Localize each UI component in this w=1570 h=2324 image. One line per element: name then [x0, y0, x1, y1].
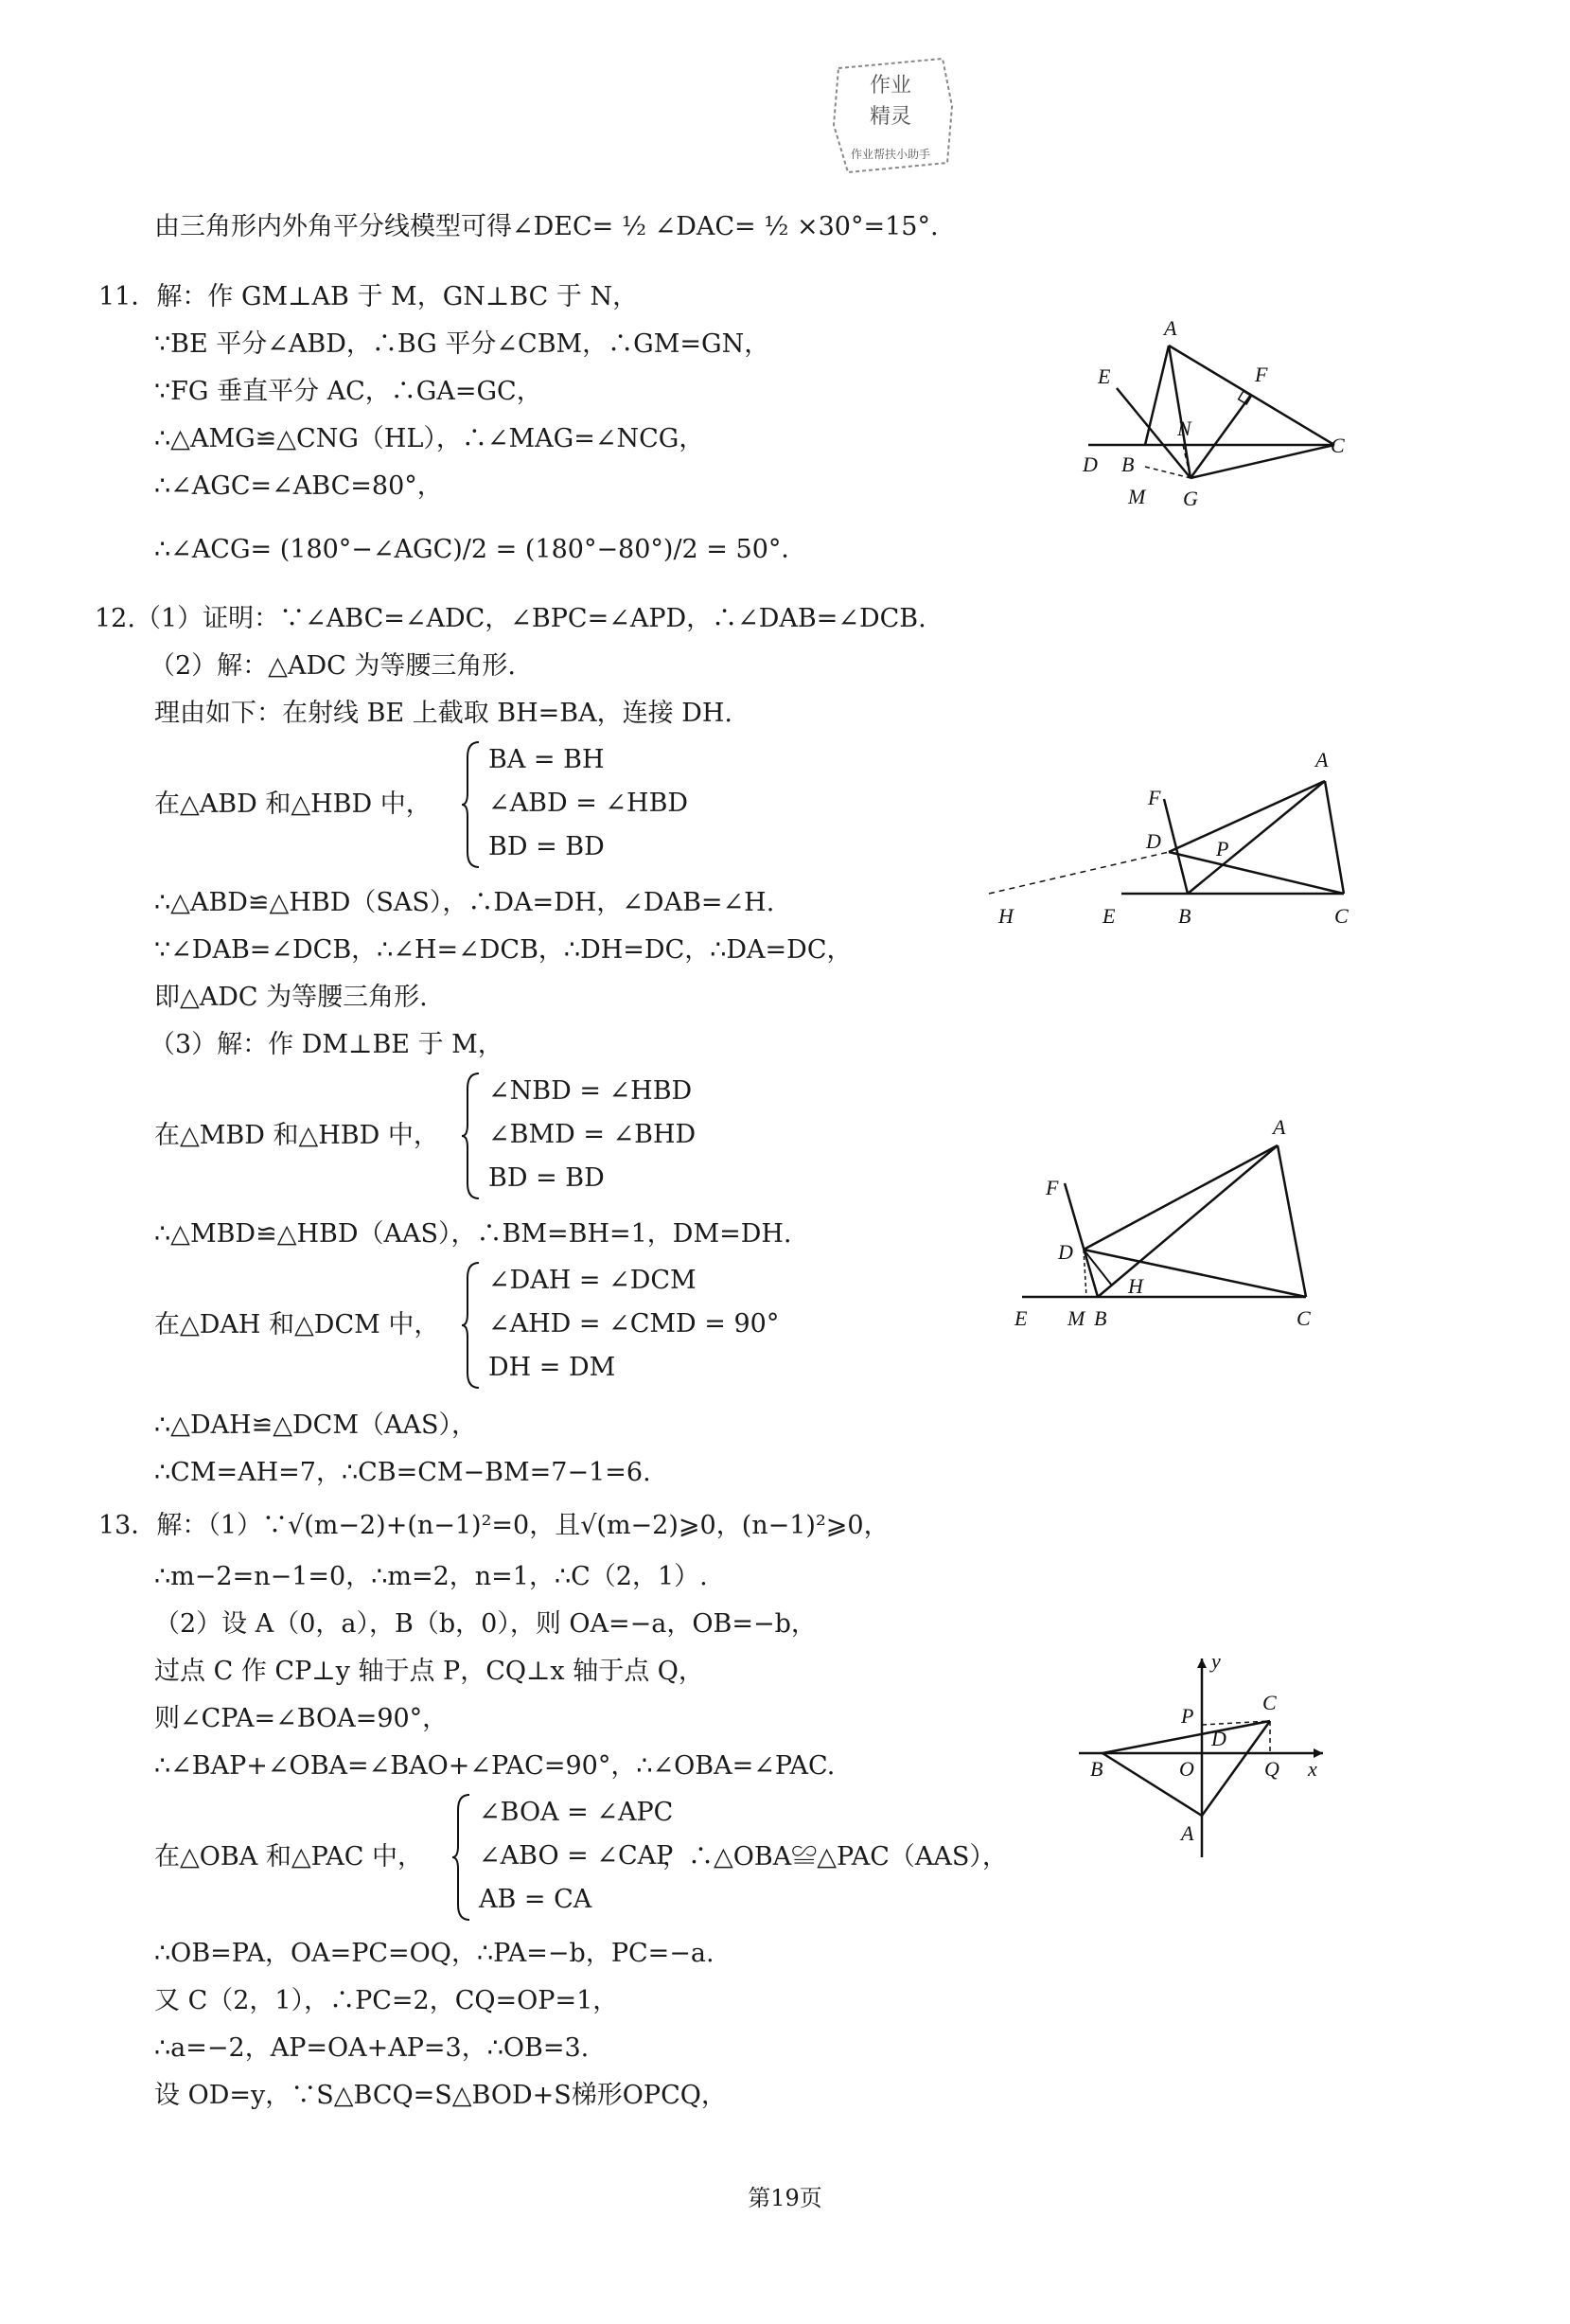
label-B: B [1178, 904, 1191, 928]
label-C: C [1297, 1306, 1311, 1330]
label-D: D [1083, 452, 1098, 476]
text-line: ∴OB=PA，OA=PC=OQ，∴PA=−b，PC=−a. [154, 1939, 714, 1968]
logo-stamp [820, 49, 961, 191]
system-line: ∠AHD = ∠CMD = 90° [488, 1309, 780, 1339]
label-E: E [1098, 364, 1111, 388]
label-M: M [1128, 485, 1146, 508]
system-line: BD = BD [488, 1163, 605, 1193]
label-x: x [1308, 1757, 1317, 1781]
page-number: 第19页 [748, 2185, 822, 2211]
label-D: D [1058, 1240, 1073, 1264]
equation-system-2 [460, 1070, 725, 1202]
text-line: （3）解：作 DM⊥BE 于 M， [150, 1030, 503, 1059]
text-line: （2）设 A（0，a），B（b，0），则 OA=−a，OB=−b， [154, 1609, 817, 1639]
label-O: O [1179, 1757, 1194, 1781]
label-N: N [1177, 417, 1191, 440]
text-line: ∴a=−2，AP=OA+AP=3，∴OB=3. [154, 2033, 590, 2063]
label-A: A [1164, 316, 1177, 340]
text-line: ∵FG 垂直平分 AC，∴GA=GC， [154, 377, 542, 406]
label-H: H [998, 904, 1014, 928]
system-line: ∠DAH = ∠DCM [488, 1266, 697, 1295]
system-line: DH = DM [488, 1353, 616, 1382]
system-line: ∠NBD = ∠HBD [488, 1076, 693, 1106]
text-line: ∴△AMG≌△CNG（HL），∴∠MAG=∠NCG， [154, 424, 705, 453]
label-A: A [1315, 748, 1329, 772]
label-B: B [1094, 1306, 1107, 1330]
label-P: P [1181, 1704, 1194, 1728]
figure-problem-13 [1069, 1647, 1344, 1865]
label-D: D [1211, 1727, 1226, 1750]
text-line: 在△ABD 和△HBD 中， [154, 789, 432, 819]
text-line: 在△DAH 和△DCM 中， [154, 1310, 440, 1339]
equation-system-3 [460, 1259, 780, 1392]
logo-text-3: 作业帮扶小助手 [850, 148, 931, 161]
figure-problem-12-3 [1003, 1108, 1334, 1335]
label-D: D [1146, 829, 1161, 853]
label-E: E [1014, 1306, 1028, 1330]
system-line: BD = BD [488, 832, 605, 861]
text-line: 则∠CPA=∠BOA=90°， [154, 1704, 449, 1733]
text-line: ∴∠ACG= (180°−∠AGC)/2 = (180°−80°)/2 = 50°． [154, 535, 807, 564]
text-line: ∴△MBD≌△HBD（AAS），∴BM=BH=1，DM=DH. [154, 1219, 792, 1249]
text-line: ，∴△OBA≌△PAC（AAS）， [662, 1842, 1008, 1872]
text-line: ∴∠BAP+∠OBA=∠BAO+∠PAC=90°，∴∠OBA=∠PAC. [154, 1751, 836, 1781]
text-line: 在△MBD 和△HBD 中， [154, 1121, 439, 1150]
label-B: B [1121, 452, 1135, 476]
system-line: BA = BH [488, 745, 605, 774]
system-line: ∠BMD = ∠BHD [488, 1120, 697, 1149]
figure-problem-12-2 [979, 738, 1377, 928]
label-P: P [1216, 837, 1229, 860]
label-A: A [1181, 1821, 1194, 1845]
problem-12-heading: 12.（1）证明：∵∠ABC=∠ADC，∠BPC=∠APD，∴∠DAB=∠DCB. [95, 604, 926, 633]
text-line: ∵∠DAB=∠DCB，∴∠H=∠DCB，∴DH=DC，∴DA=DC， [154, 935, 853, 965]
label-Q: Q [1264, 1757, 1279, 1781]
text-line: 即△ADC 为等腰三角形. [154, 983, 428, 1012]
text-line: 过点 C 作 CP⊥y 轴于点 P，CQ⊥x 轴于点 Q， [154, 1657, 704, 1686]
text-line: ∴△ABD≌△HBD（SAS），∴DA=DH，∠DAB=∠H. [154, 888, 775, 917]
label-F: F [1255, 363, 1268, 386]
problem-11-heading: 11．解：作 GM⊥AB 于 M，GN⊥BC 于 N， [98, 282, 639, 311]
label-M: M [1067, 1306, 1085, 1330]
label-C: C [1262, 1691, 1277, 1714]
label-C: C [1331, 434, 1345, 457]
system-line: AB = CA [479, 1885, 592, 1914]
logo-text-1: 作业 [869, 74, 912, 98]
text-line: 理由如下：在射线 BE 上截取 BH=BA，连接 DH. [154, 699, 733, 728]
problem-13-heading: 13．解：（1）∵√(m−2)+(n−1)²=0，且√(m−2)⩾0，(n−1)²⩾0， [98, 1511, 890, 1540]
label-y: y [1211, 1649, 1221, 1673]
label-B: B [1090, 1757, 1103, 1781]
text-line: 又 C（2，1），∴PC=2，CQ=OP=1， [154, 1986, 619, 2015]
label-C: C [1334, 904, 1349, 928]
text-line: ∴△DAH≌△DCM（AAS）， [154, 1410, 477, 1440]
text-line: ∵BE 平分∠ABD，∴BG 平分∠CBM，∴GM=GN， [154, 329, 770, 359]
label-G: G [1183, 487, 1198, 510]
system-line: ∠BOA = ∠APC [479, 1798, 674, 1827]
label-F: F [1148, 786, 1161, 809]
label-F: F [1046, 1176, 1059, 1199]
equation-system-1 [460, 738, 706, 871]
text-line: ∴∠AGC=∠ABC=80°， [154, 471, 443, 501]
equation-system-4 [450, 1791, 674, 1924]
text-line: 设 OD=y，∵S△BCQ=S△BOD+S梯形OPCQ， [154, 2081, 727, 2110]
system-line: ∠ABD = ∠HBD [488, 789, 689, 818]
system-line: ∠ABO = ∠CAP [479, 1841, 674, 1871]
figure-problem-11 [1079, 312, 1363, 521]
text-line: ∴CM=AH=7，∴CB=CM−BM=7−1=6. [154, 1458, 651, 1487]
logo-text-2: 精灵 [869, 105, 912, 129]
text-line: （2）解：△ADC 为等腰三角形. [150, 651, 516, 681]
text-line: 在△OBA 和△PAC 中， [154, 1842, 424, 1872]
text-line: ∴m−2=n−1=0，∴m=2，n=1，∴C（2，1）. [154, 1562, 708, 1591]
text-line: 由三角形内外角平分线模型可得∠DEC= ½ ∠DAC= ½ ×30°=15°. [154, 212, 939, 241]
label-H: H [1128, 1274, 1143, 1298]
label-A: A [1273, 1115, 1286, 1139]
label-E: E [1103, 904, 1116, 928]
